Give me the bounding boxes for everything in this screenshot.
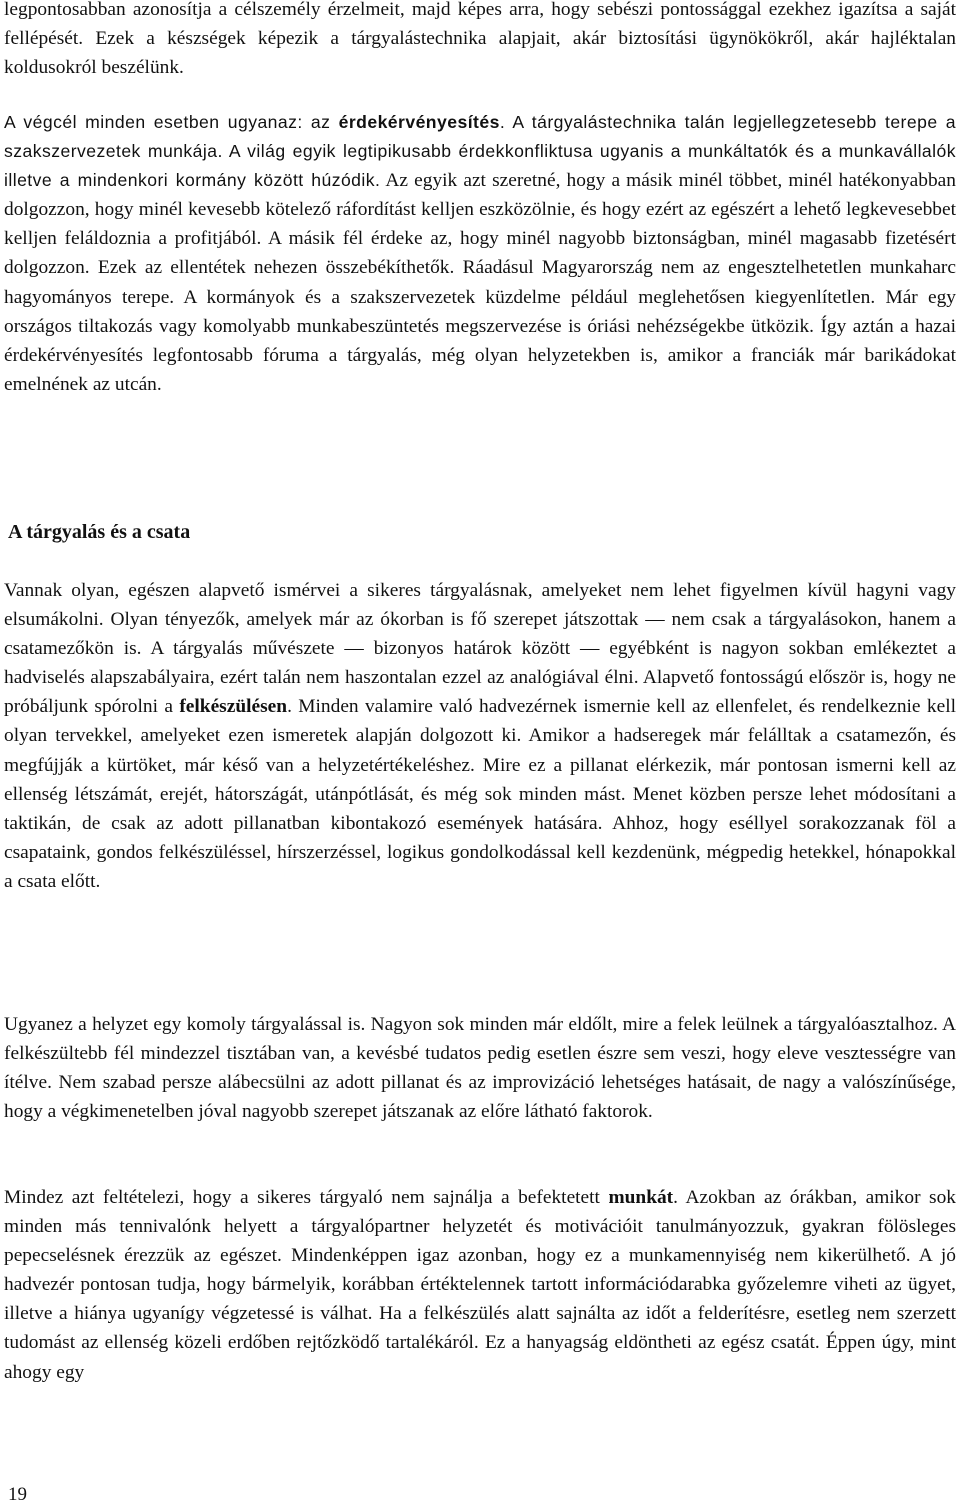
text-run: . A tárgyalástechnika talán legjellegzetesebb terepe a szakszervezetek munkája. A világ egyik legtipikusabb érdekkonfliktusa ugyanis a munkáltatók és a munkavállalók illetve a mindenkori kormány között húzódik.: [4, 112, 956, 191]
text-run: Vannak olyan, egészen alapvető ismérvei a sikeres tárgyalásnak, amelyeket nem lehet figyelmen kívül hagyni vagy elsumákolni. Olyan tényezők, amelyek már az ókorban is fő szerepet játszottak — nem csak a tárgyalásokon, hanem a csatamezőkön is. A tárgyalás művészete — bizonyos határok között — egyébként is nagyon sokban emlékeztet a hadviselés alapszabályaira, ezért talán nem haszontalan ezzel az analógiával élni. Alapvető fontosságú először is, hogy ne próbáljunk spórolni a: [4, 580, 956, 718]
paragraph-intro-continuation: legpontosabban azonosítja a célszemély érzelmeit, majd képes arra, hogy sebészi pontossággal ezekhez igazítsa a saját fellépését. Ezek a készségek képezik a tárgyalástechnika alapjait, akár biztosítási ügynökökről, akár hajléktalan koldusokról beszélünk.: [4, 0, 956, 79]
section-heading: A tárgyalás és a csata: [8, 521, 191, 543]
bold-term-interest-enforcement: érdekérvényesítés: [338, 112, 500, 132]
paragraph-interest-enforcement: [4, 108, 956, 399]
paragraph-invested-work: [4, 1183, 956, 1387]
text-run: . Minden valamire való hadvezérnek ismernie kell az ellenfelet, és rendelkeznie kell olyan tervekkel, amelyeket ezen ismeretek alapján dolgozott ki. Amikor a hadseregek már felálltak a csatamezőn, és megfújják a kürtöket, már késő van a helyzetértékeléshez. Mire ez a pillanat elérkezik, már pontosan ismerni kell az ellenség létszámát, erejét, hátországát, utánpótlását, és még sok minden mást. Menet közben persze lehet módosítani a taktikán, de csak az adott pillanatban kibontakozó események hatására. Ahhoz, hogy eséllyel sorakozzanak föl a csapataink, gondos felkészüléssel, hírszerzéssel, logikus gondolkodással kell kezdenünk, mégpedig hetekkel, hónapokkal a csata előtt.: [4, 696, 956, 892]
paragraph-serif-text: Az egyik azt szeretné, hogy a másik minél többet, minél hatékonyabban dolgozzon, hogy minél kevesebb kötelező ráfordítást kelljen eszközölnie, és hogy ezért az egészért a lehető legkevesebbet kelljen feláldoznia a profitjából. A másik fél érdeke az, hogy minél nagyobb biztonságban, minél magasabb fizetésért dolgozzon. Ezek az ellentétek nehezen összebékíthetők. Ráadásul Magyarország nem az engesztelhetetlen munkaharc hagyományos terepe. A kormányok és a szakszervezetek küzdelme például meglehetősen kiegyenlítetlen. Már egy országos tiltakozás vagy komolyabb munkabeszüntetés megszervezése is óriási nehézségekbe ütközik. Így aztán a hazai érdekérvényesítés legfontosabb fóruma a tárgyalás, még olyan helyzetekben is, amikor a franciák már barikádokat emelnének az utcán.: [4, 170, 956, 395]
bold-term-preparation: felkészülésen: [179, 696, 288, 718]
text-run: Mindez azt feltételezi, hogy a sikeres tárgyaló nem sajnálja a befektetett: [4, 1187, 609, 1208]
page-number: 19: [8, 1484, 27, 1505]
paragraph-serious-negotiation: Ugyanez a helyzet egy komoly tárgyalással is. Nagyon sok minden már eldőlt, mire a felek leülnek a tárgyalóasztalhoz. A felkészültebb fél mindezzel tisztában van, a kevésbé tudatos pedig esetlen észre sem veszi, hogy eleve vesztességre van ítélve. Nem szabad persze alábecsülni az adott pillanat és az improvizáció lehetséges hatásait, de nagy a valószínűsége, hogy a végkimenetelben jóval nagyobb szerepet játszanak az előre látható faktorok.: [4, 1014, 956, 1123]
text-run: . Azokban az órákban, amikor sok minden más tennivalónk helyett a tárgyalópartner helyzetét és motivációit tanulmányozzuk, gyakran fölösleges pepecselésnek érezzük az egészet. Mindenképpen igaz azonban, hogy ez a munkamennyiség nem kikerülhető. A jó hadvezér pontosan tudja, hogy bármelyik, korábban értéktelennek tartott információdarabka győzelemre viheti az ügyet, illetve a hiánya ugyanígy végzetessé is válhat. Ha a felkészülés alatt sajnálta az időt a felderítésre, esetleg nem szerzett tudomást az ellenség közeli erdőben rejtőzködő tartalékáról. Ez a hanyagság eldöntheti az egész csatát. Éppen úgy, mint ahogy egy: [4, 1187, 956, 1383]
bold-term-work: munkát: [608, 1187, 674, 1208]
paragraph-negotiation-and-battle: [4, 576, 956, 896]
text-run: A végcél minden esetben ugyanaz: az: [4, 112, 339, 132]
